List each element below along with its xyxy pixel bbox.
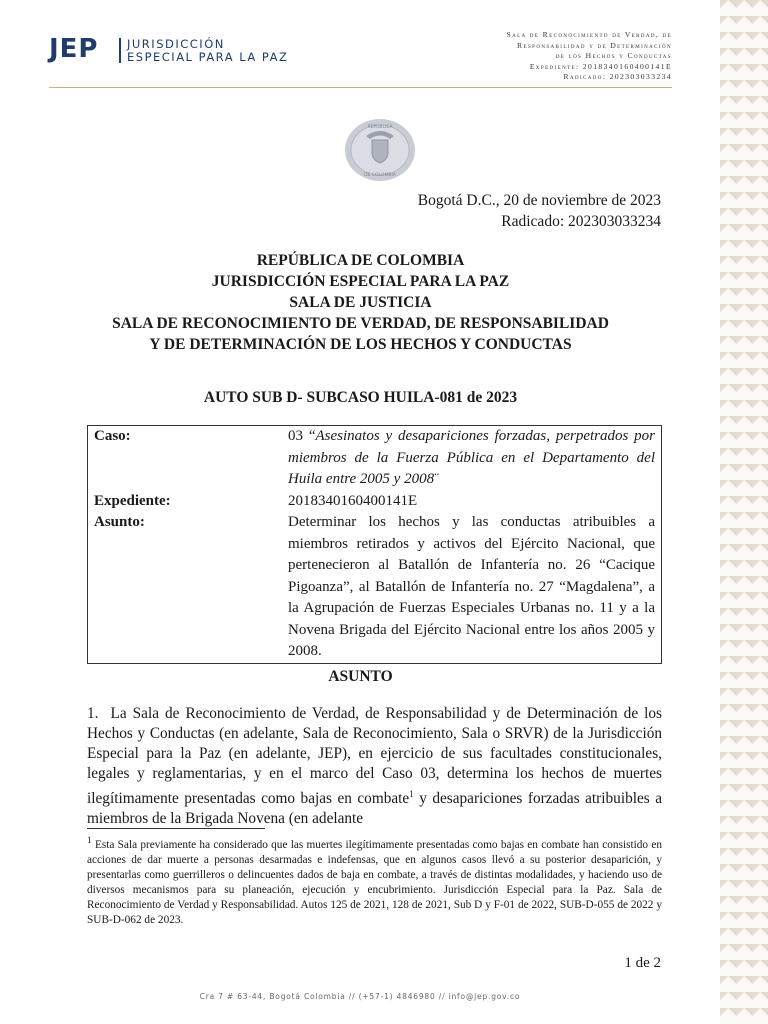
table-row — [88, 426, 662, 491]
document-headings — [49, 250, 672, 355]
document-radicado: Radicado: 202303033234 — [501, 213, 661, 230]
footnote-1 — [87, 834, 662, 928]
expediente-label: Expediente: — [94, 492, 171, 509]
date-block — [418, 190, 661, 232]
paragraph-text-cont: y desapariciones forzadas atribuibles a miembros de la Brigada Novena (en adelante — [87, 790, 662, 828]
colombia-seal-icon — [344, 118, 416, 182]
table-row — [88, 512, 662, 663]
paragraph-number: 1. — [87, 705, 99, 722]
footnote-text: Esta Sala previamente ha considerado que las muertes ilegítimamente presentadas como bajas en combate han consistido en acciones de dar muerte a personas desarmadas e indefensas, que en algunos casos llevó a su posterior desaparición, y presentarlas como guerrilleros o delincuentes dados de baja en combate, a través de distintas modalidades, y haciendo uso de diversos mecanismos para su planeación, ejecución y encubrimiento. Jurisdicción Especial para la Paz. Sala de Reconocimiento de Verdad y Responsabilidad. Autos 125 de 2021, 128 de 2021, Sub D y F-01 de 2022, SUB-D-055 de 2022 y SUB-D-062 de 2023. — [87, 838, 662, 926]
caso-value: 03 “Asesinatos y desapariciones forzadas, perpetrados por miembros de la Fuerza Pública en el Departamento del Huila entre 2005 y 2008¨ — [288, 428, 655, 487]
asunto-label: Asunto: — [94, 514, 145, 530]
paragraph-text: La Sala de Reconocimiento de Verdad, de Responsabilidad y de Determinación de los Hechos y Conductas (en adelante, Sala de Reconocimiento, Sala o SRVR) de la Jurisdicción Especial para la Paz (en adelante, JEP), en ejercicio de sus facultades constitucionales, legales y reglamentarias, y en el marco del Caso 03, determina los hechos de muertes ilegítimamente presentadas como bajas en combate — [87, 705, 662, 808]
case-info-table — [87, 425, 662, 664]
caso-label: Caso: — [94, 428, 131, 444]
paragraph-1 — [87, 704, 662, 829]
footnote-ref[interactable]: 1 — [409, 789, 414, 799]
section-heading-asunto: ASUNTO — [328, 668, 393, 685]
decorative-zigzag-border — [720, 0, 768, 1024]
header-radicado: Radicado: 202303033234 — [563, 72, 672, 81]
heading-sala-line-1: SALA DE RECONOCIMIENTO DE VERDAD, DE RESPONSABILIDAD — [112, 315, 609, 332]
logo-divider — [119, 38, 121, 63]
header-line-1: Sala de Reconocimiento de Verdad, de — [506, 30, 672, 39]
footnote-number: 1 — [87, 836, 92, 846]
seal-text-top: REPÚBLICA — [367, 125, 393, 130]
auto-title: AUTO SUB D- SUBCASO HUILA-081 de 2023 — [203, 389, 518, 406]
caso-title: Asesinatos y desapariciones forzadas, perpetrados por miembros de la Fuerza Pública en el Departamento del Huila entre 2005 y 2008 — [288, 428, 655, 487]
header-rule — [49, 87, 672, 88]
header-case-info — [507, 30, 673, 83]
footer-contact: Cra 7 # 63-44, Bogotá Colombia // (+57-1) 4846980 // info@jep.gov.co — [199, 992, 521, 1001]
header-line-3: de los Hechos y Conductas — [555, 51, 672, 60]
expediente-value: 2018340160400141E — [288, 492, 418, 509]
heading-republic: REPÚBLICA DE COLOMBIA — [256, 252, 465, 269]
seal-text-bottom: DE COLOMBIA — [364, 173, 396, 178]
page-number: 1 de 2 — [624, 955, 661, 971]
header-line-2: Responsabilidad y de Determinación — [517, 40, 672, 50]
table-row — [88, 491, 662, 513]
document-date: Bogotá D.C., 20 de noviembre de 2023 — [417, 192, 661, 209]
heading-jurisdiction: JURISDICCIÓN ESPECIAL PARA LA PAZ — [211, 273, 510, 290]
header-expediente: Expediente: 2018340160400141E — [529, 61, 672, 71]
jep-logo-mark: JEP — [49, 34, 99, 64]
heading-sala-justicia: SALA DE JUSTICIA — [289, 294, 432, 311]
logo-line-1: JURISDICCIÓN — [127, 37, 225, 51]
jep-logo-text — [127, 38, 288, 64]
logo-line-2: ESPECIAL PARA LA PAZ — [127, 50, 289, 64]
footnote-separator — [87, 828, 265, 829]
heading-sala-line-2: Y DE DETERMINACIÓN DE LOS HECHOS Y CONDUCTAS — [149, 336, 572, 353]
asunto-value: Determinar los hechos y las conductas atribuibles a miembros retirados y activos del Ejército Nacional, que pertenecieron al Batallón de Infantería no. 26 “Cacique Pigoanza”, al Batallón de Infantería no. 27 “Magdalena”, a la Agrupación de Fuerzas Especiales Urbanas no. 11 y a la Novena Brigada del Ejército Nacional entre los años 2005 y 2008. — [288, 514, 655, 659]
